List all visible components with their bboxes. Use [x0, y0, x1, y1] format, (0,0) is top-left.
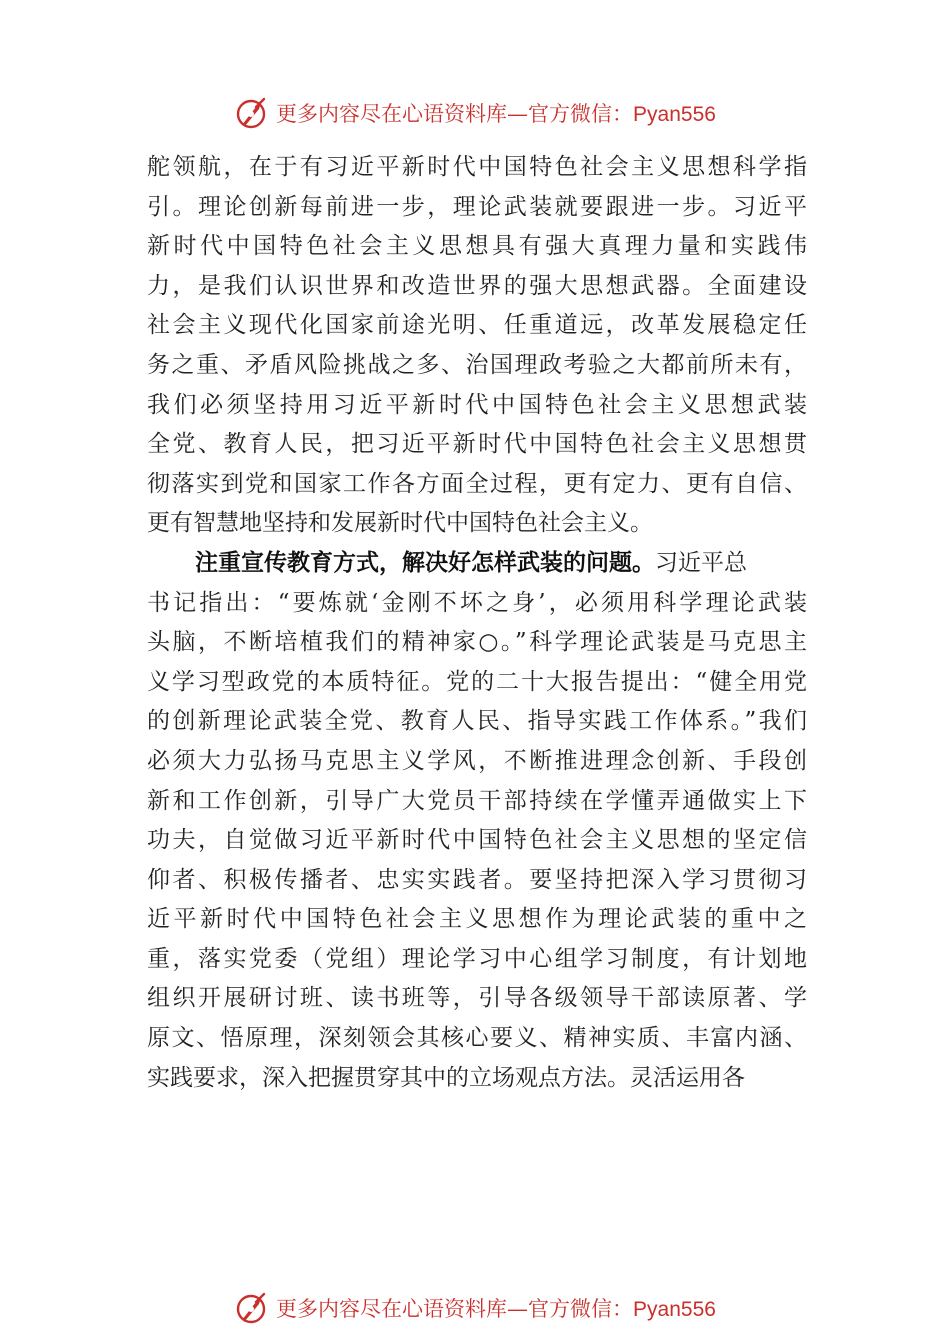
- document-body: [147, 148, 807, 1098]
- footer-banner-text: 更多内容尽在心语资料库—官方微信：Pyan556: [276, 1297, 716, 1321]
- pen-emblem-icon: [234, 95, 270, 131]
- header-banner-text: 更多内容尽在心语资料库—官方微信：Pyan556: [276, 102, 716, 126]
- pen-emblem-icon: [234, 1290, 270, 1326]
- header-wechat-id: Pyan556: [633, 103, 716, 126]
- body-line: 功夫，自觉做习近平新时代中国特色社会主义思想的坚定信: [147, 827, 807, 854]
- body-line: 原文、悟原理，深刻领会其核心要义、精神实质、丰富内涵、: [147, 1025, 807, 1052]
- body-line: 引。理论创新每前进一步，理论武装就要跟进一步。习近平: [147, 193, 807, 220]
- footer-banner-inner: [234, 1290, 716, 1326]
- body-line: 彻落实到党和国家工作各方面全过程，更有定力、更有自信、: [147, 470, 807, 497]
- paragraph-lead-line: [147, 544, 807, 584]
- footer-banner: [0, 1288, 950, 1328]
- paragraph-heading: 注重宣传教育方式，解决好怎样武装的问题。: [195, 549, 655, 576]
- body-line: 更有智慧地坚持和发展新时代中国特色社会主义。: [147, 510, 653, 537]
- body-line: 新和工作创新，引导广大党员干部持续在学懂弄通做实上下: [147, 787, 807, 814]
- body-line: 的创新理论武装全党、教育人民、指导实践工作体系。”我们: [147, 708, 807, 735]
- body-line: 全党、教育人民，把习近平新时代中国特色社会主义思想贯: [147, 431, 807, 458]
- body-line: 仰者、积极传播者、忠实实践者。要坚持把深入学习贯彻习: [147, 866, 807, 893]
- body-line: 务之重、矛盾风险挑战之多、治国理政考验之大都前所未有，: [147, 351, 807, 378]
- footer-wechat-id: Pyan556: [633, 1298, 716, 1321]
- body-line: 近平新时代中国特色社会主义思想作为理论武装的重中之: [147, 906, 807, 933]
- body-line: 力，是我们认识世界和改造世界的强大思想武器。全面建设: [147, 272, 807, 299]
- body-line: 书记指出：“要炼就‘金刚不坏之身’，必须用科学理论武装: [147, 589, 807, 616]
- header-banner: [0, 93, 950, 133]
- body-line: 头脑，不断培植我们的精神家○。”科学理论武装是马克思主: [147, 629, 807, 656]
- body-line: 义学习型政党的本质特征。党的二十大报告提出：“健全用党: [147, 668, 807, 695]
- paragraph-lead-rest: 习近平总: [655, 549, 747, 576]
- body-line: 社会主义现代化国家前途光明、任重道远，改革发展稳定任: [147, 312, 807, 339]
- body-line: 新时代中国特色社会主义思想具有强大真理力量和实践伟: [147, 233, 807, 260]
- body-line: 舵领航，在于有习近平新时代中国特色社会主义思想科学指: [147, 154, 807, 180]
- body-line: 重，落实党委（党组）理论学习中心组学习制度，有计划地: [147, 945, 807, 972]
- header-banner-inner: [234, 95, 716, 131]
- body-line: 我们必须坚持用习近平新时代中国特色社会主义思想武装: [147, 391, 807, 418]
- body-line: 必须大力弘扬马克思主义学风，不断推进理念创新、手段创: [147, 747, 807, 774]
- body-line: 组织开展研讨班、读书班等，引导各级领导干部读原著、学: [147, 985, 807, 1012]
- body-line: 实践要求，深入把握贯穿其中的立场观点方法。灵活运用各: [147, 1064, 745, 1091]
